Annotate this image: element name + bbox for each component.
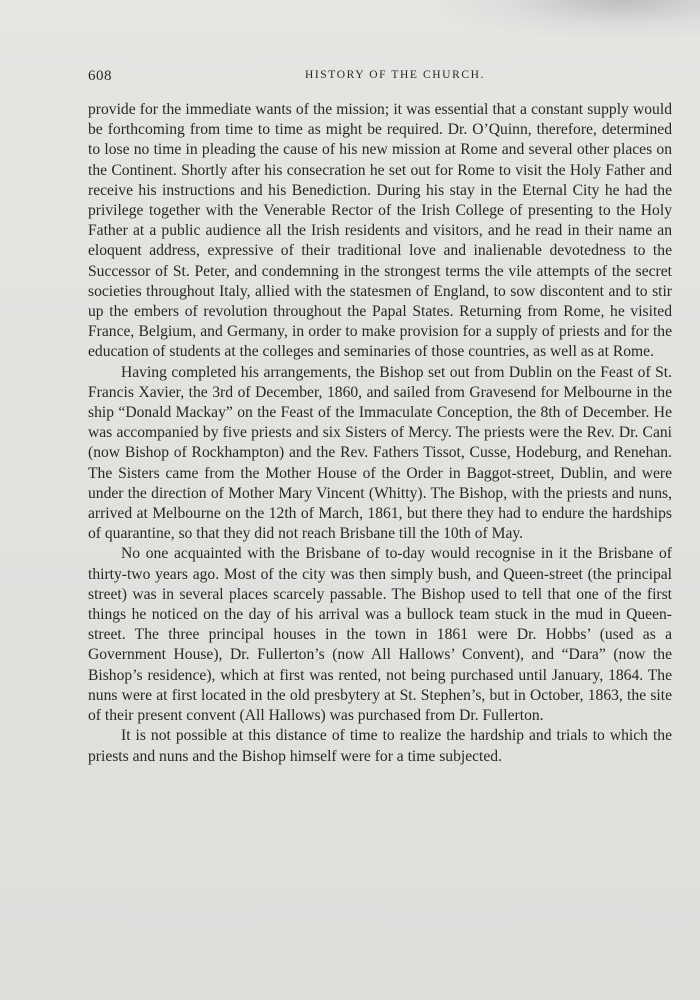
paragraph-hardship: It is not possible at this distance of time to realize the hardship and trials to which the priests and nuns and the Bishop himself were for a time subjected.	[88, 727, 672, 765]
running-head	[88, 68, 672, 88]
paragraph-continued: provide for the immediate wants of the mission; it was essential that a constant supply would be forthcoming from time to time as might be required. Dr. O’Quinn, therefore, determined to lose no time in pleading the cause of his new mission at Rome and several other places on the Continent. Shortly after his consecration he set out for Rome to visit the Holy Father and receive his instructions and his Benediction. During his stay in the Eternal City he had the privilege together with the Venerable Rector of the Irish College of presenting to the Holy Father at a public audience all the Irish residents and visitors, and he read in their name an eloquent address, expressive of their traditional love and inalienable devotedness to the Successor of St. Peter, and condemning in the strongest terms the vile attempts of the secret societies throughout Italy, allied with the statesmen of England, to sow discontent and to stir up the embers of revolution throughout the Papal States. Returning from Rome, he visited France, Belgium, and Germany, in order to make provision for a supply of priests and for the education of students at the colleges and seminaries of those countries, as well as at Rome.	[88, 101, 672, 361]
body-text	[88, 100, 672, 767]
page-number: 608	[88, 68, 112, 84]
page-corner-shadow	[440, 0, 700, 40]
paragraph-brisbane: No one acquainted with the Brisbane of to-day would recognise in it the Brisbane of thirty-two years ago. Most of the city was then simply bush, and Queen-street (the principal street) was in several places scarcely passable. The Bishop used to tell that one of the first things he noticed on the day of his arrival was a bullock team stuck in the mud in Queen-street. The three principal houses in the town in 1861 were Dr. Hobbs’ (used as a Government House), Dr. Fullerton’s (now All Hallows’ Convent), and “Dara” (now the Bishop’s residence), which at first was rented, not being purchased until January, 1864. The nuns were at first located in the old presbytery at St. Stephen’s, but in October, 1863, the site of their present convent (All Hallows) was purchased from Dr. Fullerton.	[88, 545, 672, 725]
paragraph-departure: Having completed his arrangements, the Bishop set out from Dublin on the Feast of St. Francis Xavier, the 3rd of December, 1860, and sailed from Gravesend for Melbourne in the ship “Donald Mackay” on the Feast of the Immaculate Conception, the 8th of December. He was accompanied by five priests and six Sisters of Mercy. The priests were the Rev. Dr. Cani (now Bishop of Rockhampton) and the Rev. Fathers Tissot, Cusse, Hodeburg, and Renehan. The Sisters came from the Mother House of the Order in Baggot-street, Dublin, and were under the direction of Mother Mary Vincent (Whitty). The Bishop, with the priests and nuns, arrived at Melbourne on the 12th of March, 1861, but there they had to endure the hardships of quarantine, so that they did not reach Brisbane till the 10th of May.	[88, 363, 672, 543]
running-title: HISTORY OF THE CHURCH.	[304, 69, 486, 81]
